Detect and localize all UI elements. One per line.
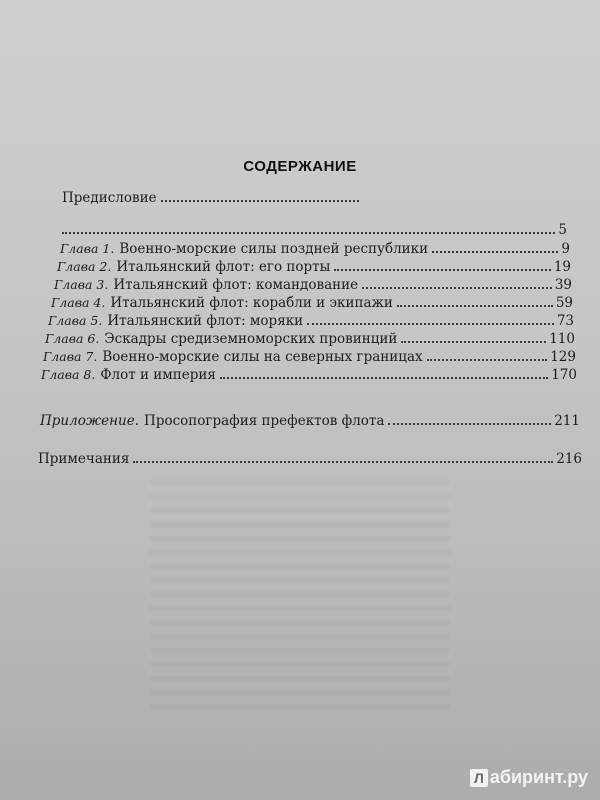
toc-entry-label: Итальянский флот: его порты [116,259,331,275]
page-title: СОДЕРЖАНИЕ [243,158,357,175]
toc-entry-page: 59 [555,295,573,311]
toc-entry-chapter-2 [57,259,571,275]
toc-entry-label: Предисловие [62,190,157,206]
leader-dots [388,423,551,425]
toc-entry-page-continuation [62,222,567,238]
watermark-text: абиринт.ру [489,767,588,787]
toc-chapter-number: Глава 1. [60,241,115,256]
leader-dots [362,287,552,289]
leader-dots [397,305,553,307]
toc-entry-page: 19 [553,259,571,275]
toc-entry-preface [62,190,362,206]
toc-entry-label: Итальянский флот: моряки [107,313,304,329]
toc-entry-chapter-5 [48,313,574,329]
leader-dots [427,359,548,361]
toc-entry-label: Итальянский флот: командование [113,277,359,293]
toc-entry-page: 73 [556,313,574,329]
leader-dots [307,323,554,325]
toc-entry-notes [38,451,582,467]
toc-entry-label: Военно-морские силы поздней республики [119,241,429,257]
leader-dots [220,377,548,379]
toc-entry-page: 211 [554,413,580,429]
toc-entry-label: Военно-морские силы на северных границах [102,349,423,365]
toc-entry-label: Флот и империя [100,367,216,383]
leader-dots [62,232,555,234]
toc-chapter-number: Глава 5. [48,313,103,328]
toc-entry-chapter-1 [60,241,570,257]
toc-entry-chapter-7 [43,349,576,365]
toc-appendix-label: Приложение. [40,413,140,429]
toc-entry-label: Примечания [38,451,130,467]
toc-chapter-number: Глава 7. [43,349,98,364]
labirint-logo-icon: Л [470,769,488,787]
toc-entry-page: 9 [561,241,570,257]
toc-entry-page: 216 [556,451,582,467]
toc-entry-appendix [40,413,580,429]
leader-dots [161,200,359,202]
leader-dots [432,251,558,253]
toc-entry-label: Итальянский флот: корабли и экипажи [110,295,393,311]
watermark-logo [470,767,588,788]
toc-entry-chapter-4 [51,295,573,311]
toc-entry-chapter-3 [54,277,572,293]
toc-entry-page: 110 [549,331,575,347]
toc-entry-label: Просопография префектов флота [144,413,385,429]
toc-entry-page: 170 [551,367,577,383]
toc-chapter-number: Глава 8. [41,367,96,382]
toc-chapter-number: Глава 3. [54,277,109,292]
leader-dots [401,341,546,343]
leader-dots [133,461,553,463]
toc-chapter-number: Глава 4. [51,295,106,310]
toc-entry-page: 39 [554,277,572,293]
leader-dots [334,269,550,271]
toc-entry-chapter-8 [41,367,577,383]
toc-chapter-number: Глава 2. [57,259,112,274]
toc-entry-chapter-6 [45,331,575,347]
toc-chapter-number: Глава 6. [45,331,100,346]
toc-entry-page: 5 [558,222,567,238]
toc-entry-label: Эскадры средиземноморских провинций [104,331,398,347]
toc-entry-page: 129 [550,349,576,365]
